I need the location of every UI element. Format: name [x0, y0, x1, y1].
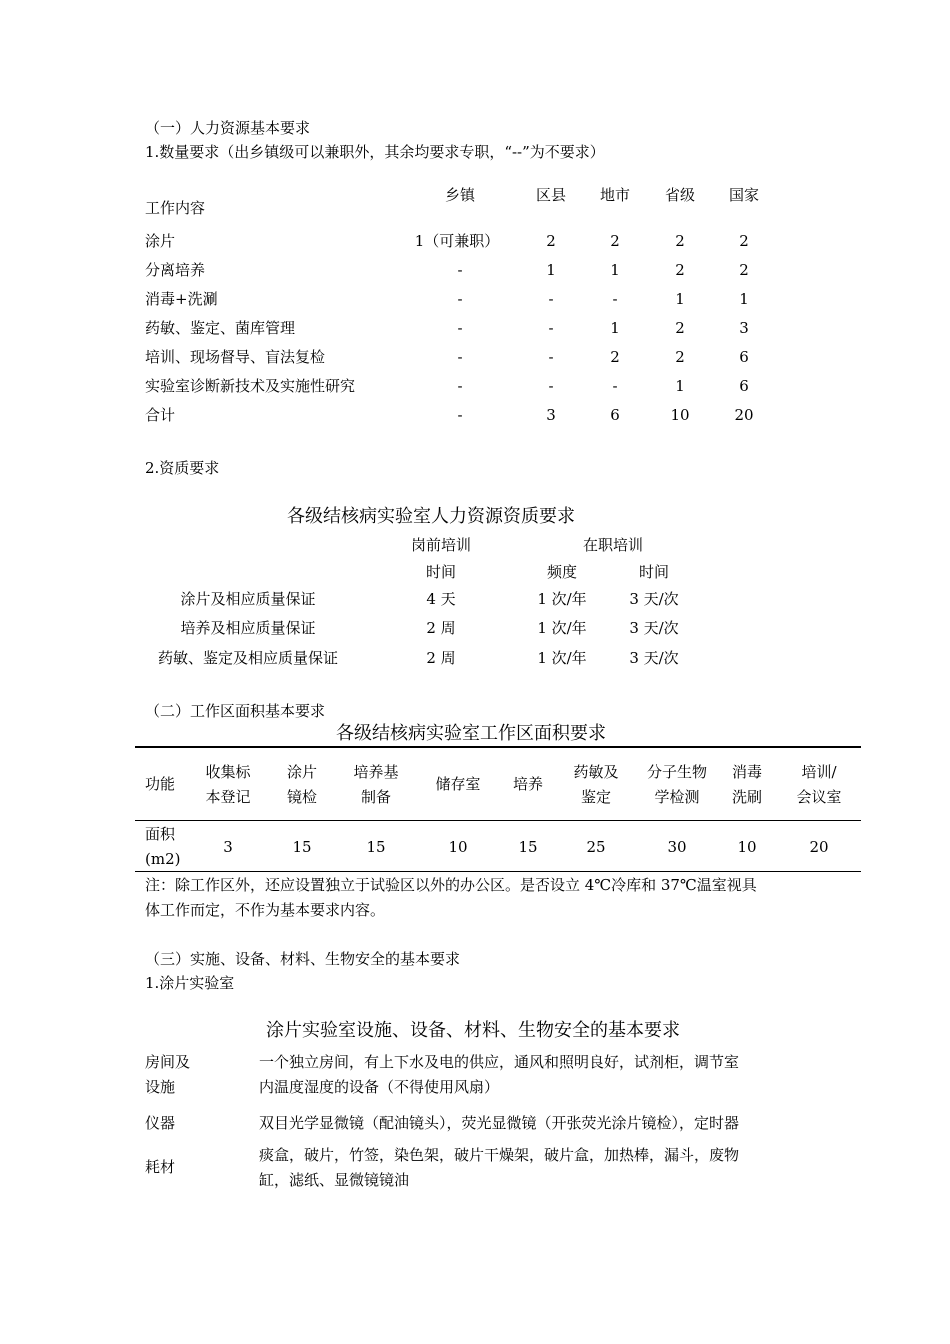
table-cell: 1 次/年	[537, 649, 587, 667]
table-cell: -	[457, 319, 463, 337]
area-value: 10	[448, 838, 468, 856]
row-label: 药敏、鉴定及相应质量保证	[157, 649, 339, 667]
function-header: 培养基	[353, 763, 399, 781]
table-cell: 2 周	[426, 649, 456, 667]
table-cell: 2	[610, 232, 620, 250]
function-header: 收集标	[205, 763, 251, 781]
area-value: 15	[292, 838, 312, 856]
function-header: 会议室	[796, 788, 842, 806]
subheader-time: 时间	[638, 563, 670, 581]
table-cell: -	[612, 290, 618, 308]
subheader-frequency: 频度	[546, 563, 578, 581]
table-cell: 4 天	[426, 590, 456, 608]
area-value: 3	[223, 838, 233, 856]
section2-heading: （二）工作区面积基本要求	[145, 702, 326, 720]
area-table-note: 注：除工作区外，还应设置独立于试验区以外的办公区。是否设立 4℃冷库和 37℃温室视具	[145, 876, 757, 894]
table-cell: 6	[739, 377, 749, 395]
row-label: 药敏、鉴定、菌库管理	[145, 319, 296, 337]
function-header: 培训/	[801, 763, 837, 781]
row-label: 培养及相应质量保证	[180, 619, 316, 637]
table-cell: -	[548, 319, 554, 337]
smear-lab-table-title: 涂片实验室设施、设备、材料、生物安全的基本要求	[266, 1020, 680, 1041]
table-cell: 3 天/次	[629, 649, 679, 667]
column-header: 省级	[664, 186, 696, 204]
section1-subheading: 1.数量要求（出乡镇级可以兼职外，其余均要求专职，“--”为不要求）	[145, 143, 605, 161]
group-header-in-service-training: 在职培训	[582, 536, 644, 554]
column-header: 国家	[728, 186, 760, 204]
function-header: 本登记	[205, 788, 251, 806]
row-label: 仪器	[145, 1114, 176, 1132]
column-header: 区县	[535, 186, 567, 204]
row-label: 耗材	[145, 1158, 176, 1176]
subheader-time: 时间	[425, 563, 457, 581]
function-header: 学检测	[654, 788, 700, 806]
function-header: 鉴定	[580, 788, 612, 806]
section1-heading: （一）人力资源基本要求	[145, 119, 311, 137]
table-cell: 1	[739, 290, 749, 308]
area-value: 15	[366, 838, 386, 856]
section3-heading: （三）实施、设备、材料、生物安全的基本要求	[145, 950, 461, 968]
table-cell: -	[457, 290, 463, 308]
table-cell: 2	[675, 261, 685, 279]
row-label: 消毒+洗涮	[145, 290, 218, 308]
table-cell: -	[548, 290, 554, 308]
table-cell: 1 次/年	[537, 619, 587, 637]
function-header: 培养	[512, 775, 544, 793]
row-label: 实验室诊断新技术及实施性研究	[145, 377, 356, 395]
table-title: 各级结核病实验室人力资源资质要求	[287, 506, 575, 527]
row-text: 内温度湿度的设备（不得使用风扇）	[259, 1078, 500, 1096]
function-header: 储存室	[435, 775, 481, 793]
table-cell: 2	[675, 232, 685, 250]
table-cell: 2	[546, 232, 556, 250]
section3-subheading: 1.涂片实验室	[145, 974, 235, 992]
table-cell: 1	[675, 377, 685, 395]
function-header: 涂片	[286, 763, 318, 781]
table-row-header-label: 工作内容	[145, 199, 206, 217]
table-cell: -	[457, 348, 463, 366]
row-label: 设施	[145, 1078, 176, 1096]
row-label: 房间及	[145, 1053, 191, 1071]
table-cell: 2	[739, 261, 749, 279]
area-table-note-cont: 体工作而定，不作为基本要求内容。	[145, 901, 386, 919]
function-header: 洗刷	[731, 788, 763, 806]
table-cell: 1（可兼职）	[414, 232, 500, 250]
column-header: 乡镇	[444, 186, 476, 204]
area-label-unit: (m2)	[145, 850, 181, 868]
row-label: 培训、现场督导、盲法复检	[145, 348, 326, 366]
table-mid-rule	[135, 820, 861, 821]
function-header: 分子生物	[646, 763, 708, 781]
table-cell: 1	[675, 290, 685, 308]
table-cell: 3	[739, 319, 749, 337]
table-cell: 6	[739, 348, 749, 366]
area-value: 25	[586, 838, 606, 856]
table-cell: 1	[610, 319, 620, 337]
table-cell: 3 天/次	[629, 619, 679, 637]
table-cell: 2	[610, 348, 620, 366]
row-text: 双目光学显微镜（配油镜头），荧光显微镜（开张荧光涂片镜检），定时器	[259, 1114, 740, 1132]
table-cell: 2 周	[426, 619, 456, 637]
table-cell: 2	[675, 348, 685, 366]
column-header: 地市	[599, 186, 631, 204]
table-cell: 6	[610, 406, 620, 424]
table-cell: 3	[546, 406, 556, 424]
table-cell: -	[548, 377, 554, 395]
group-header-pre-training: 岗前培训	[410, 536, 472, 554]
qualification-heading: 2.资质要求	[145, 459, 220, 477]
area-label: 面积	[145, 825, 176, 843]
table-cell: 1	[546, 261, 556, 279]
function-header: 药敏及	[573, 763, 619, 781]
row-label: 涂片及相应质量保证	[180, 590, 316, 608]
function-header: 制备	[360, 788, 392, 806]
table-cell: 3 天/次	[629, 590, 679, 608]
table-cell: -	[457, 406, 463, 424]
table-cell: 10	[670, 406, 690, 424]
function-header: 镜检	[286, 788, 318, 806]
area-value: 10	[737, 838, 757, 856]
row-text: 一个独立房间，有上下水及电的供应，通风和照明良好，试剂柜，调节室	[259, 1053, 740, 1071]
row-label: 合计	[145, 406, 176, 424]
table-cell: 1	[610, 261, 620, 279]
table-cell: 2	[739, 232, 749, 250]
row-label: 分离培养	[145, 261, 206, 279]
table-cell: -	[612, 377, 618, 395]
table-cell: -	[548, 348, 554, 366]
table-bottom-rule	[135, 871, 861, 872]
table-cell: -	[457, 377, 463, 395]
area-table-title: 各级结核病实验室工作区面积要求	[336, 723, 606, 744]
table-cell: -	[457, 261, 463, 279]
area-value: 15	[518, 838, 538, 856]
table-cell: 20	[734, 406, 754, 424]
row-text: 痰盒，破片，竹签，染色架，破片干燥架，破片盒，加热棒，漏斗，废物	[259, 1146, 740, 1164]
header-label-function: 功能	[145, 775, 176, 793]
row-label: 涂片	[145, 232, 176, 250]
row-text: 缸，滤纸、显微镜镜油	[259, 1171, 410, 1189]
table-cell: 2	[675, 319, 685, 337]
area-value: 20	[809, 838, 829, 856]
table-cell: 1 次/年	[537, 590, 587, 608]
area-value: 30	[667, 838, 687, 856]
function-header: 消毒	[731, 763, 763, 781]
table-top-rule	[135, 746, 861, 748]
